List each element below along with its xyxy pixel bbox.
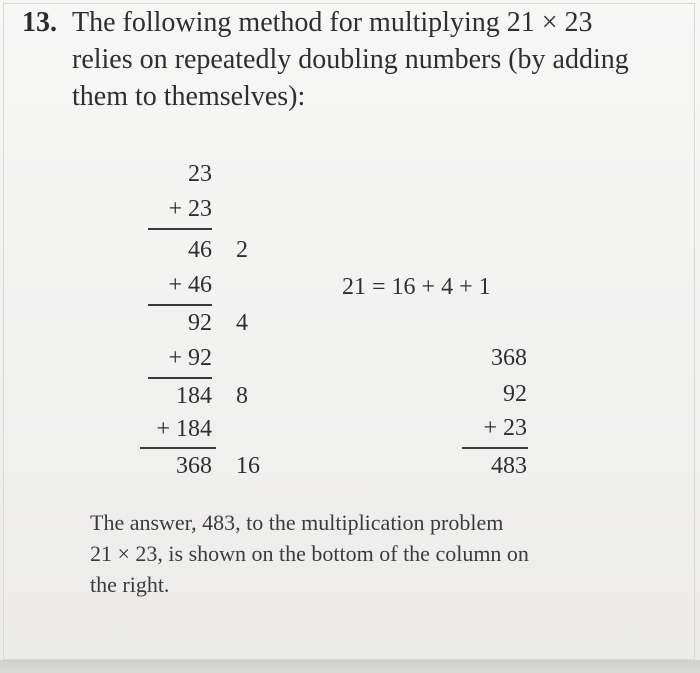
- sum-rule: [148, 228, 212, 230]
- doubling-addend: + 46: [168, 272, 212, 298]
- doubling-addend: + 92: [168, 345, 212, 371]
- sum-rule: [140, 447, 216, 449]
- page-bottom-edge: [0, 660, 700, 673]
- answer-line-1: The answer, 483, to the multiplication problem: [90, 510, 504, 535]
- answer-line-2: 21 × 23, is shown on the bottom of the column on: [90, 541, 529, 566]
- doubling-addend: + 23: [168, 196, 212, 222]
- sum-rule: [462, 447, 528, 449]
- problem-statement-line-1: The following method for multiplying 21 × 23: [72, 7, 593, 38]
- sum-rule: [148, 377, 212, 379]
- doubling-value: 46: [188, 237, 212, 263]
- decomposition-equation: 21 = 16 + 4 + 1: [342, 274, 491, 300]
- sum-rule: [148, 304, 212, 306]
- sum-term: + 23: [483, 415, 527, 441]
- problem-statement-line-2: relies on repeatedly doubling numbers (by adding: [72, 44, 629, 75]
- multiplier-label: 2: [236, 237, 248, 263]
- sum-term: 368: [491, 345, 527, 371]
- sum-term: 92: [503, 381, 527, 407]
- doubling-addend: + 184: [156, 416, 212, 442]
- problem-number: 13.: [22, 7, 57, 38]
- problem-statement-line-3: them to themselves):: [72, 81, 306, 112]
- doubling-value: 184: [176, 383, 212, 409]
- multiplier-label: 8: [236, 383, 248, 409]
- multiplier-label: 4: [236, 310, 248, 336]
- doubling-value: 368: [176, 453, 212, 479]
- sum-result: 483: [491, 453, 527, 479]
- multiplier-label: 16: [236, 453, 260, 479]
- answer-line-3: the right.: [90, 572, 170, 597]
- doubling-value: 92: [188, 310, 212, 336]
- doubling-value: 23: [188, 161, 212, 187]
